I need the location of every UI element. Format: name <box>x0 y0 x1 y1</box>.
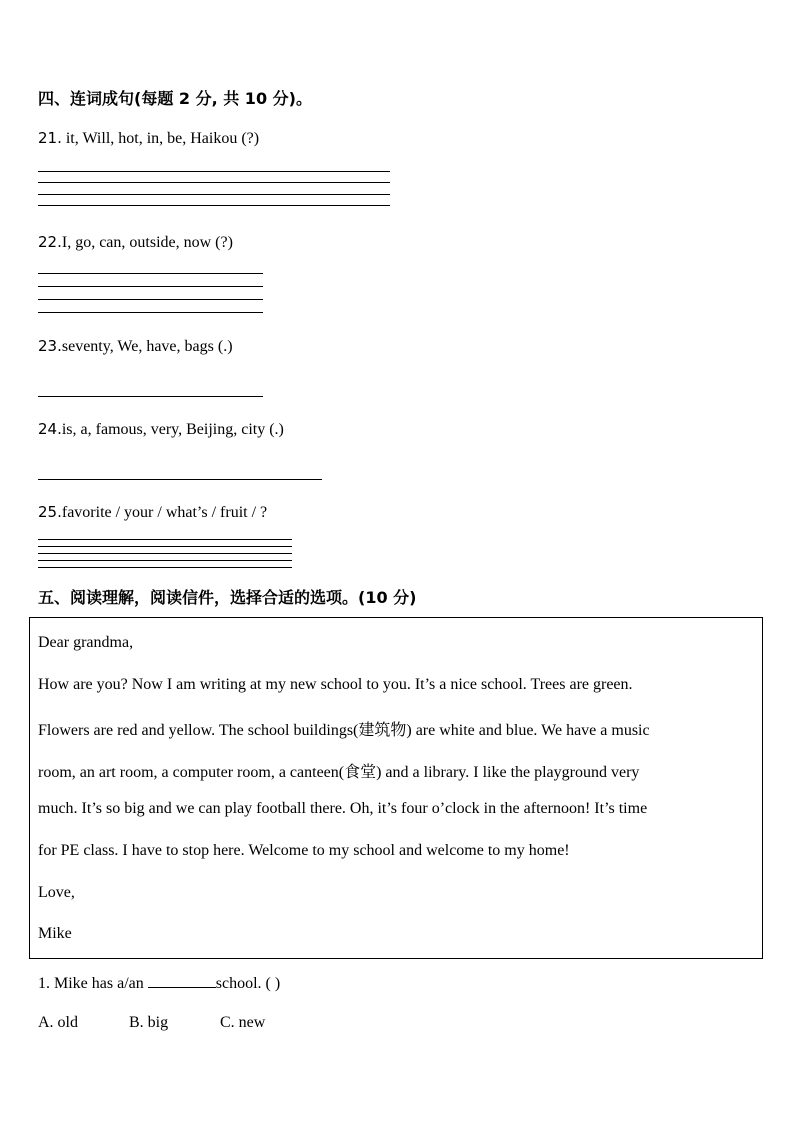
question-number: 24. <box>38 420 62 438</box>
letter-line: How are you? Now I am writing at my new school to you. It’s a nice school. Trees are green. <box>38 676 633 693</box>
question-number: 25. <box>38 503 62 521</box>
question-text: seventy, We, have, bags (.) <box>61 338 233 355</box>
answer-line[interactable] <box>38 553 292 554</box>
answer-line[interactable] <box>38 567 292 568</box>
answer-line[interactable] <box>38 396 263 397</box>
answer-line[interactable] <box>38 273 263 274</box>
answer-line[interactable] <box>38 205 390 206</box>
question-number: 23. <box>38 337 62 355</box>
answer-line[interactable] <box>38 546 292 547</box>
answer-line[interactable] <box>38 194 390 195</box>
option-a[interactable]: A. old <box>38 1014 78 1031</box>
option-c[interactable]: C. new <box>220 1014 266 1031</box>
answer-line[interactable] <box>38 182 390 183</box>
question-25 <box>38 503 267 522</box>
letter-box <box>29 617 763 959</box>
reading-question-1 <box>38 973 280 993</box>
answer-blank[interactable] <box>148 973 216 988</box>
answer-line[interactable] <box>38 539 292 540</box>
answer-line[interactable] <box>38 560 292 561</box>
question-24 <box>38 420 284 439</box>
section-4-heading: 四、连词成句(每题 2 分, 共 10 分)。 <box>38 89 312 108</box>
letter-line: room, an art room, a computer room, a canteen(食堂) and a library. I like the playground very <box>38 764 640 781</box>
letter-greeting: Dear grandma, <box>38 634 134 651</box>
question-suffix: school. ( ) <box>215 975 281 992</box>
answer-line[interactable] <box>38 286 263 287</box>
question-text: favorite / your / what’s / fruit / ? <box>61 504 268 521</box>
question-text: I, go, can, outside, now (?) <box>61 234 233 251</box>
question-21 <box>38 129 259 148</box>
question-prefix: 1. Mike has a/an <box>38 975 148 992</box>
option-b[interactable]: B. big <box>129 1014 169 1031</box>
question-text: is, a, famous, very, Beijing, city (.) <box>61 421 284 438</box>
question-22 <box>38 233 233 252</box>
letter-line: for PE class. I have to stop here. Welcome to my school and welcome to my home! <box>38 842 570 859</box>
letter-line: Flowers are red and yellow. The school buildings(建筑物) are white and blue. We have a music <box>38 722 650 739</box>
answer-line[interactable] <box>38 299 263 300</box>
section-5-heading: 五、阅读理解，阅读信件，选择合适的选项。(10 分) <box>38 588 417 607</box>
question-23 <box>38 337 233 356</box>
letter-signature: Mike <box>38 925 72 942</box>
question-text: it, Will, hot, in, be, Haikou (?) <box>61 130 260 147</box>
answer-line[interactable] <box>38 312 263 313</box>
question-number: 21. <box>38 129 62 147</box>
answer-line[interactable] <box>38 171 390 172</box>
letter-closing: Love, <box>38 884 75 901</box>
question-number: 22. <box>38 233 62 251</box>
answer-line[interactable] <box>38 479 322 480</box>
letter-line: much. It’s so big and we can play football there. Oh, it’s four o’clock in the afternoon! It’s time <box>38 800 648 817</box>
